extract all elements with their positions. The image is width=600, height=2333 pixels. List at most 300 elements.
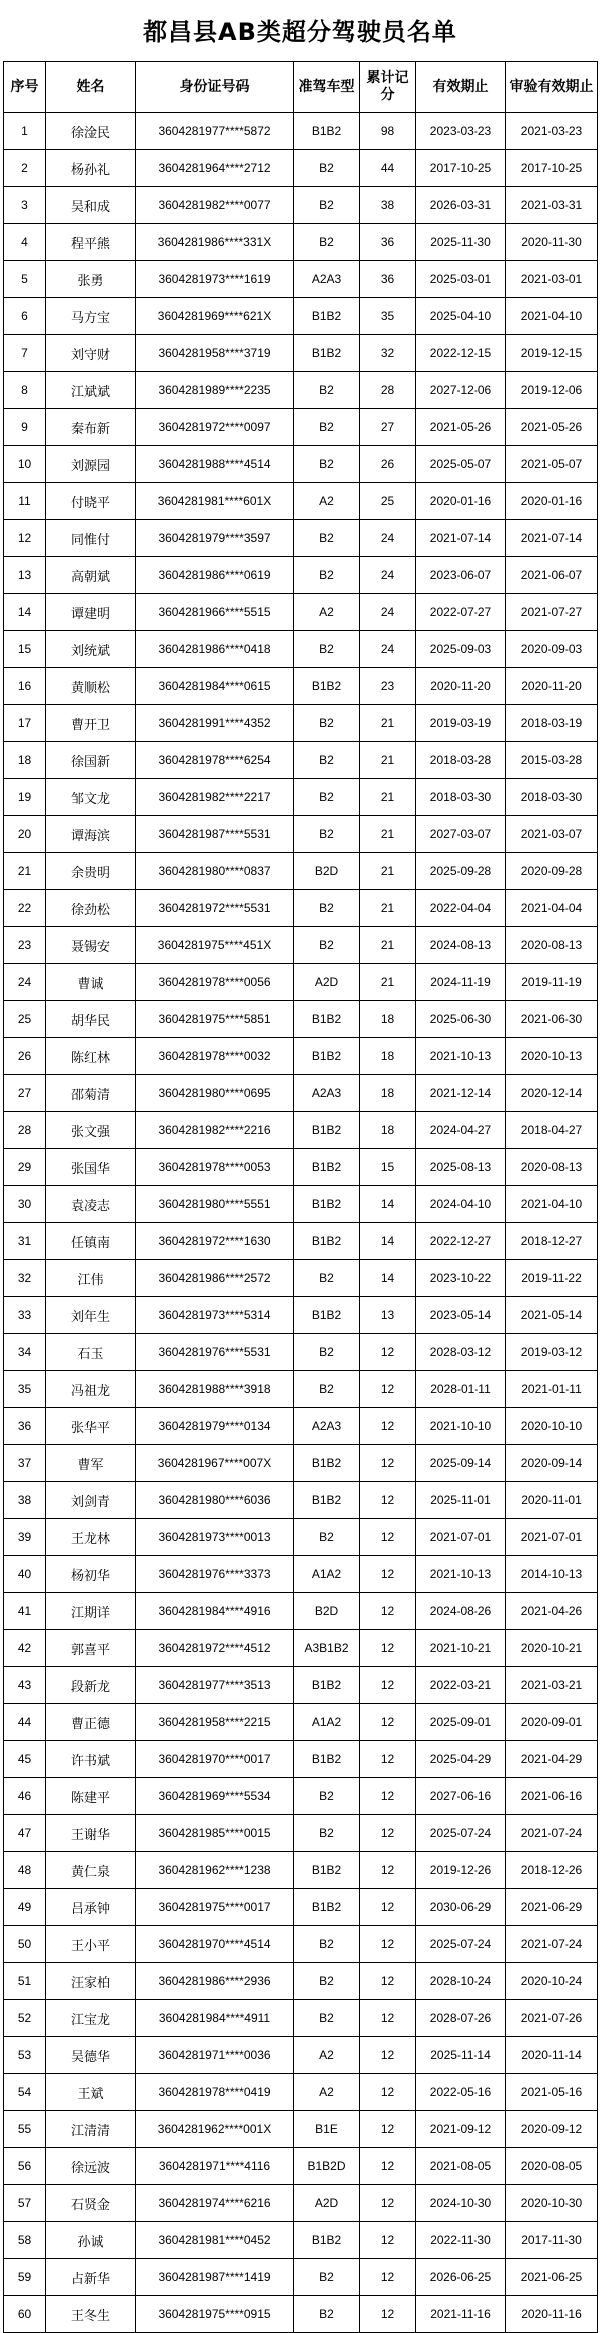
table-row bbox=[4, 1963, 598, 2000]
cell-license-type: A2A3 bbox=[294, 1075, 360, 1112]
cell-review-until: 2021-07-27 bbox=[506, 594, 598, 631]
cell-id: 3604281973****5314 bbox=[136, 1297, 294, 1334]
cell-review-until: 2018-12-27 bbox=[506, 1223, 598, 1260]
cell-points: 44 bbox=[360, 150, 416, 187]
table-row bbox=[4, 1704, 598, 1741]
table-row bbox=[4, 668, 598, 705]
cell-name: 王冬生 bbox=[46, 2296, 136, 2333]
table-row bbox=[4, 557, 598, 594]
cell-points: 21 bbox=[360, 964, 416, 1001]
cell-points: 36 bbox=[360, 224, 416, 261]
cell-points: 26 bbox=[360, 446, 416, 483]
cell-id: 3604281989****2235 bbox=[136, 372, 294, 409]
cell-id: 3604281978****0053 bbox=[136, 1149, 294, 1186]
cell-review-until: 2020-09-28 bbox=[506, 853, 598, 890]
cell-valid-until: 2021-10-13 bbox=[416, 1038, 506, 1075]
cell-valid-until: 2025-09-14 bbox=[416, 1445, 506, 1482]
cell-license-type: B2 bbox=[294, 816, 360, 853]
cell-review-until: 2020-10-30 bbox=[506, 2185, 598, 2222]
cell-points: 18 bbox=[360, 1001, 416, 1038]
cell-name: 任镇南 bbox=[46, 1223, 136, 1260]
cell-points: 12 bbox=[360, 1815, 416, 1852]
table-row bbox=[4, 1519, 598, 1556]
cell-seq: 9 bbox=[4, 409, 46, 446]
cell-license-type: A2 bbox=[294, 2037, 360, 2074]
cell-review-until: 2020-09-03 bbox=[506, 631, 598, 668]
cell-seq: 26 bbox=[4, 1038, 46, 1075]
cell-valid-until: 2025-09-03 bbox=[416, 631, 506, 668]
cell-points: 12 bbox=[360, 1926, 416, 1963]
cell-points: 21 bbox=[360, 779, 416, 816]
cell-id: 3604281969****5534 bbox=[136, 1778, 294, 1815]
cell-review-until: 2019-12-06 bbox=[506, 372, 598, 409]
cell-license-type: A2 bbox=[294, 2074, 360, 2111]
cell-valid-until: 2025-04-10 bbox=[416, 298, 506, 335]
cell-points: 25 bbox=[360, 483, 416, 520]
cell-points: 12 bbox=[360, 1519, 416, 1556]
cell-name: 王谢华 bbox=[46, 1815, 136, 1852]
cell-license-type: B2 bbox=[294, 520, 360, 557]
cell-id: 3604281984****4916 bbox=[136, 1593, 294, 1630]
cell-review-until: 2018-03-30 bbox=[506, 779, 598, 816]
cell-valid-until: 2025-06-30 bbox=[416, 1001, 506, 1038]
cell-points: 12 bbox=[360, 1667, 416, 1704]
cell-license-type: B2 bbox=[294, 779, 360, 816]
cell-review-until: 2015-03-28 bbox=[506, 742, 598, 779]
cell-valid-until: 2023-10-22 bbox=[416, 1260, 506, 1297]
cell-seq: 25 bbox=[4, 1001, 46, 1038]
table-row bbox=[4, 742, 598, 779]
cell-license-type: B2 bbox=[294, 742, 360, 779]
table-row bbox=[4, 1889, 598, 1926]
cell-id: 3604281986****2572 bbox=[136, 1260, 294, 1297]
cell-points: 12 bbox=[360, 2185, 416, 2222]
cell-points: 24 bbox=[360, 631, 416, 668]
cell-id: 3604281964****2712 bbox=[136, 150, 294, 187]
cell-seq: 15 bbox=[4, 631, 46, 668]
table-row bbox=[4, 187, 598, 224]
cell-seq: 18 bbox=[4, 742, 46, 779]
cell-id: 3604281980****5551 bbox=[136, 1186, 294, 1223]
cell-id: 3604281981****0452 bbox=[136, 2222, 294, 2259]
cell-id: 3604281977****3513 bbox=[136, 1667, 294, 1704]
cell-license-type: B2 bbox=[294, 705, 360, 742]
cell-valid-until: 2021-10-13 bbox=[416, 1556, 506, 1593]
cell-points: 12 bbox=[360, 1963, 416, 2000]
cell-valid-until: 2025-09-28 bbox=[416, 853, 506, 890]
cell-points: 12 bbox=[360, 2000, 416, 2037]
cell-review-until: 2020-12-14 bbox=[506, 1075, 598, 1112]
cell-id: 3604281958****3719 bbox=[136, 335, 294, 372]
cell-name: 江期详 bbox=[46, 1593, 136, 1630]
cell-points: 12 bbox=[360, 1371, 416, 1408]
cell-seq: 19 bbox=[4, 779, 46, 816]
cell-valid-until: 2025-04-29 bbox=[416, 1741, 506, 1778]
cell-id: 3604281982****2217 bbox=[136, 779, 294, 816]
cell-name: 黄仁泉 bbox=[46, 1852, 136, 1889]
cell-id: 3604281984****4911 bbox=[136, 2000, 294, 2037]
cell-id: 3604281980****0837 bbox=[136, 853, 294, 890]
cell-points: 12 bbox=[360, 2296, 416, 2333]
cell-license-type: B1B2 bbox=[294, 1186, 360, 1223]
cell-valid-until: 2021-09-12 bbox=[416, 2111, 506, 2148]
cell-review-until: 2020-08-05 bbox=[506, 2148, 598, 2185]
cell-valid-until: 2028-01-11 bbox=[416, 1371, 506, 1408]
cell-seq: 4 bbox=[4, 224, 46, 261]
cell-name: 付晓平 bbox=[46, 483, 136, 520]
cell-points: 21 bbox=[360, 853, 416, 890]
cell-id: 3604281978****0032 bbox=[136, 1038, 294, 1075]
cell-seq: 17 bbox=[4, 705, 46, 742]
table-row bbox=[4, 1260, 598, 1297]
cell-license-type: A2D bbox=[294, 964, 360, 1001]
cell-license-type: B1B2 bbox=[294, 1297, 360, 1334]
table-row bbox=[4, 2185, 598, 2222]
cell-points: 12 bbox=[360, 1630, 416, 1667]
cell-license-type: B1E bbox=[294, 2111, 360, 2148]
cell-name: 陈红林 bbox=[46, 1038, 136, 1075]
cell-name: 江伟 bbox=[46, 1260, 136, 1297]
cell-name: 邹文龙 bbox=[46, 779, 136, 816]
cell-valid-until: 2022-03-21 bbox=[416, 1667, 506, 1704]
cell-license-type: B2 bbox=[294, 890, 360, 927]
cell-review-until: 2021-05-14 bbox=[506, 1297, 598, 1334]
cell-license-type: A2A3 bbox=[294, 1408, 360, 1445]
cell-name: 杨初华 bbox=[46, 1556, 136, 1593]
cell-review-until: 2021-05-26 bbox=[506, 409, 598, 446]
table-row bbox=[4, 890, 598, 927]
cell-name: 余贵明 bbox=[46, 853, 136, 890]
table-row bbox=[4, 853, 598, 890]
cell-valid-until: 2025-09-01 bbox=[416, 1704, 506, 1741]
cell-id: 3604281976****3373 bbox=[136, 1556, 294, 1593]
cell-points: 12 bbox=[360, 2111, 416, 2148]
cell-review-until: 2014-10-13 bbox=[506, 1556, 598, 1593]
cell-name: 孙诚 bbox=[46, 2222, 136, 2259]
cell-id: 3604281970****4514 bbox=[136, 1926, 294, 1963]
cell-points: 15 bbox=[360, 1149, 416, 1186]
table-row bbox=[4, 1297, 598, 1334]
table-row bbox=[4, 1778, 598, 1815]
cell-id: 3604281986****0619 bbox=[136, 557, 294, 594]
table-row bbox=[4, 1334, 598, 1371]
cell-name: 江宝龙 bbox=[46, 2000, 136, 2037]
cell-points: 21 bbox=[360, 816, 416, 853]
cell-seq: 51 bbox=[4, 1963, 46, 2000]
cell-seq: 21 bbox=[4, 853, 46, 890]
cell-license-type: B2 bbox=[294, 1815, 360, 1852]
cell-license-type: B2D bbox=[294, 853, 360, 890]
cell-name: 曹诚 bbox=[46, 964, 136, 1001]
cell-license-type: A3B1B2 bbox=[294, 1630, 360, 1667]
cell-id: 3604281962****1238 bbox=[136, 1852, 294, 1889]
cell-points: 12 bbox=[360, 1445, 416, 1482]
cell-seq: 48 bbox=[4, 1852, 46, 1889]
cell-valid-until: 2025-07-24 bbox=[416, 1815, 506, 1852]
cell-valid-until: 2025-08-13 bbox=[416, 1149, 506, 1186]
cell-name: 郭喜平 bbox=[46, 1630, 136, 1667]
table-row bbox=[4, 150, 598, 187]
cell-name: 吴德华 bbox=[46, 2037, 136, 2074]
cell-review-until: 2019-03-12 bbox=[506, 1334, 598, 1371]
cell-points: 32 bbox=[360, 335, 416, 372]
cell-points: 12 bbox=[360, 2074, 416, 2111]
cell-id: 3604281969****621X bbox=[136, 298, 294, 335]
cell-license-type: B1B2 bbox=[294, 1149, 360, 1186]
cell-id: 3604281982****2216 bbox=[136, 1112, 294, 1149]
cell-points: 12 bbox=[360, 2222, 416, 2259]
header-points: 累计记分 bbox=[360, 62, 416, 113]
cell-name: 石贤金 bbox=[46, 2185, 136, 2222]
cell-review-until: 2020-10-13 bbox=[506, 1038, 598, 1075]
cell-name: 张国华 bbox=[46, 1149, 136, 1186]
cell-seq: 57 bbox=[4, 2185, 46, 2222]
cell-points: 21 bbox=[360, 742, 416, 779]
cell-points: 12 bbox=[360, 1334, 416, 1371]
cell-name: 聂锡安 bbox=[46, 927, 136, 964]
table-row bbox=[4, 372, 598, 409]
table-row bbox=[4, 816, 598, 853]
cell-valid-until: 2019-03-19 bbox=[416, 705, 506, 742]
cell-seq: 56 bbox=[4, 2148, 46, 2185]
cell-license-type: B1B2 bbox=[294, 668, 360, 705]
cell-name: 石玉 bbox=[46, 1334, 136, 1371]
table-row bbox=[4, 1112, 598, 1149]
cell-name: 谭海滨 bbox=[46, 816, 136, 853]
cell-review-until: 2021-04-10 bbox=[506, 1186, 598, 1223]
cell-name: 汪家柏 bbox=[46, 1963, 136, 2000]
cell-seq: 12 bbox=[4, 520, 46, 557]
cell-name: 江清清 bbox=[46, 2111, 136, 2148]
cell-id: 3604281975****5851 bbox=[136, 1001, 294, 1038]
cell-seq: 44 bbox=[4, 1704, 46, 1741]
table-row bbox=[4, 927, 598, 964]
cell-seq: 36 bbox=[4, 1408, 46, 1445]
cell-review-until: 2021-06-25 bbox=[506, 2259, 598, 2296]
cell-points: 28 bbox=[360, 372, 416, 409]
header-valid-until: 有效期止 bbox=[416, 62, 506, 113]
cell-id: 3604281980****6036 bbox=[136, 1482, 294, 1519]
cell-name: 曹开卫 bbox=[46, 705, 136, 742]
cell-license-type: A2 bbox=[294, 594, 360, 631]
cell-name: 刘源园 bbox=[46, 446, 136, 483]
cell-license-type: B2 bbox=[294, 224, 360, 261]
cell-seq: 3 bbox=[4, 187, 46, 224]
cell-review-until: 2020-11-14 bbox=[506, 2037, 598, 2074]
table-row bbox=[4, 298, 598, 335]
cell-seq: 13 bbox=[4, 557, 46, 594]
cell-id: 3604281991****4352 bbox=[136, 705, 294, 742]
table-row bbox=[4, 594, 598, 631]
cell-license-type: B1B2 bbox=[294, 1889, 360, 1926]
table-row bbox=[4, 964, 598, 1001]
cell-seq: 45 bbox=[4, 1741, 46, 1778]
cell-name: 刘剑青 bbox=[46, 1482, 136, 1519]
cell-seq: 43 bbox=[4, 1667, 46, 1704]
cell-points: 12 bbox=[360, 1741, 416, 1778]
cell-review-until: 2021-04-04 bbox=[506, 890, 598, 927]
cell-points: 24 bbox=[360, 557, 416, 594]
table-row bbox=[4, 2148, 598, 2185]
cell-name: 曹正德 bbox=[46, 1704, 136, 1741]
cell-seq: 10 bbox=[4, 446, 46, 483]
cell-points: 12 bbox=[360, 1482, 416, 1519]
driver-table bbox=[3, 61, 598, 2333]
cell-license-type: B1B2 bbox=[294, 335, 360, 372]
cell-valid-until: 2030-06-29 bbox=[416, 1889, 506, 1926]
cell-license-type: B1B2 bbox=[294, 1038, 360, 1075]
cell-review-until: 2020-09-12 bbox=[506, 2111, 598, 2148]
cell-license-type: B2 bbox=[294, 187, 360, 224]
cell-points: 21 bbox=[360, 705, 416, 742]
cell-seq: 14 bbox=[4, 594, 46, 631]
cell-points: 24 bbox=[360, 520, 416, 557]
cell-valid-until: 2024-08-26 bbox=[416, 1593, 506, 1630]
cell-points: 98 bbox=[360, 113, 416, 150]
cell-review-until: 2020-08-13 bbox=[506, 927, 598, 964]
cell-seq: 31 bbox=[4, 1223, 46, 1260]
cell-review-until: 2021-01-11 bbox=[506, 1371, 598, 1408]
cell-valid-until: 2021-07-14 bbox=[416, 520, 506, 557]
cell-points: 18 bbox=[360, 1038, 416, 1075]
cell-seq: 20 bbox=[4, 816, 46, 853]
cell-review-until: 2021-07-24 bbox=[506, 1926, 598, 1963]
cell-license-type: B2 bbox=[294, 2259, 360, 2296]
cell-id: 3604281972****4512 bbox=[136, 1630, 294, 1667]
header-id: 身份证号码 bbox=[136, 62, 294, 113]
cell-seq: 40 bbox=[4, 1556, 46, 1593]
cell-id: 3604281977****5872 bbox=[136, 113, 294, 150]
table-row bbox=[4, 335, 598, 372]
cell-points: 38 bbox=[360, 187, 416, 224]
cell-seq: 16 bbox=[4, 668, 46, 705]
table-row bbox=[4, 1482, 598, 1519]
table-row bbox=[4, 1667, 598, 1704]
cell-seq: 30 bbox=[4, 1186, 46, 1223]
cell-points: 12 bbox=[360, 1556, 416, 1593]
cell-id: 3604281975****451X bbox=[136, 927, 294, 964]
cell-name: 胡华民 bbox=[46, 1001, 136, 1038]
cell-review-until: 2020-10-10 bbox=[506, 1408, 598, 1445]
table-row bbox=[4, 779, 598, 816]
cell-points: 27 bbox=[360, 409, 416, 446]
cell-points: 23 bbox=[360, 668, 416, 705]
cell-name: 王小平 bbox=[46, 1926, 136, 1963]
cell-name: 江斌斌 bbox=[46, 372, 136, 409]
cell-name: 刘统斌 bbox=[46, 631, 136, 668]
cell-seq: 50 bbox=[4, 1926, 46, 1963]
table-row bbox=[4, 2259, 598, 2296]
cell-license-type: B1B2 bbox=[294, 1223, 360, 1260]
cell-id: 3604281988****4514 bbox=[136, 446, 294, 483]
cell-seq: 46 bbox=[4, 1778, 46, 1815]
cell-license-type: A2 bbox=[294, 483, 360, 520]
cell-points: 12 bbox=[360, 1593, 416, 1630]
cell-review-until: 2020-09-14 bbox=[506, 1445, 598, 1482]
table-row bbox=[4, 1741, 598, 1778]
cell-seq: 5 bbox=[4, 261, 46, 298]
cell-valid-until: 2027-03-07 bbox=[416, 816, 506, 853]
cell-id: 3604281971****4116 bbox=[136, 2148, 294, 2185]
cell-points: 21 bbox=[360, 890, 416, 927]
header-seq: 序号 bbox=[4, 62, 46, 113]
cell-license-type: B1B2 bbox=[294, 1741, 360, 1778]
cell-name: 袁凌志 bbox=[46, 1186, 136, 1223]
cell-review-until: 2018-04-27 bbox=[506, 1112, 598, 1149]
cell-name: 占新华 bbox=[46, 2259, 136, 2296]
cell-seq: 23 bbox=[4, 927, 46, 964]
cell-license-type: B1B2 bbox=[294, 298, 360, 335]
table-row bbox=[4, 1223, 598, 1260]
cell-license-type: B2 bbox=[294, 1260, 360, 1297]
table-header bbox=[4, 62, 598, 113]
cell-review-until: 2020-11-20 bbox=[506, 668, 598, 705]
cell-seq: 27 bbox=[4, 1075, 46, 1112]
cell-review-until: 2020-01-16 bbox=[506, 483, 598, 520]
cell-points: 36 bbox=[360, 261, 416, 298]
cell-review-until: 2020-08-13 bbox=[506, 1149, 598, 1186]
cell-license-type: B2 bbox=[294, 1334, 360, 1371]
cell-seq: 39 bbox=[4, 1519, 46, 1556]
cell-license-type: B1B2 bbox=[294, 1482, 360, 1519]
cell-license-type: B1B2 bbox=[294, 1667, 360, 1704]
cell-seq: 33 bbox=[4, 1297, 46, 1334]
cell-id: 3604281972****5531 bbox=[136, 890, 294, 927]
table-row bbox=[4, 1001, 598, 1038]
cell-license-type: B2 bbox=[294, 1926, 360, 1963]
cell-seq: 52 bbox=[4, 2000, 46, 2037]
cell-id: 3604281984****0615 bbox=[136, 668, 294, 705]
cell-license-type: B1B2 bbox=[294, 1852, 360, 1889]
table-row bbox=[4, 409, 598, 446]
cell-id: 3604281981****601X bbox=[136, 483, 294, 520]
cell-id: 3604281975****0915 bbox=[136, 2296, 294, 2333]
cell-points: 12 bbox=[360, 1852, 416, 1889]
cell-id: 3604281978****0419 bbox=[136, 2074, 294, 2111]
cell-valid-until: 2022-07-27 bbox=[416, 594, 506, 631]
cell-seq: 11 bbox=[4, 483, 46, 520]
table-row bbox=[4, 705, 598, 742]
cell-review-until: 2021-06-30 bbox=[506, 1001, 598, 1038]
cell-seq: 59 bbox=[4, 2259, 46, 2296]
table-row bbox=[4, 520, 598, 557]
cell-license-type: A1A2 bbox=[294, 1556, 360, 1593]
cell-review-until: 2021-07-14 bbox=[506, 520, 598, 557]
cell-seq: 54 bbox=[4, 2074, 46, 2111]
cell-seq: 49 bbox=[4, 1889, 46, 1926]
cell-valid-until: 2028-10-24 bbox=[416, 1963, 506, 2000]
cell-points: 14 bbox=[360, 1260, 416, 1297]
cell-name: 杨孙礼 bbox=[46, 150, 136, 187]
cell-valid-until: 2024-11-19 bbox=[416, 964, 506, 1001]
cell-points: 24 bbox=[360, 594, 416, 631]
cell-points: 13 bbox=[360, 1297, 416, 1334]
cell-name: 程平熊 bbox=[46, 224, 136, 261]
cell-valid-until: 2017-10-25 bbox=[416, 150, 506, 187]
cell-valid-until: 2021-12-14 bbox=[416, 1075, 506, 1112]
cell-license-type: A2D bbox=[294, 2185, 360, 2222]
cell-review-until: 2018-03-19 bbox=[506, 705, 598, 742]
cell-name: 陈建平 bbox=[46, 1778, 136, 1815]
cell-points: 14 bbox=[360, 1186, 416, 1223]
cell-name: 刘年生 bbox=[46, 1297, 136, 1334]
cell-license-type: B2 bbox=[294, 2000, 360, 2037]
table-row bbox=[4, 2111, 598, 2148]
cell-name: 马方宝 bbox=[46, 298, 136, 335]
cell-seq: 47 bbox=[4, 1815, 46, 1852]
cell-seq: 22 bbox=[4, 890, 46, 927]
cell-license-type: B2 bbox=[294, 1371, 360, 1408]
